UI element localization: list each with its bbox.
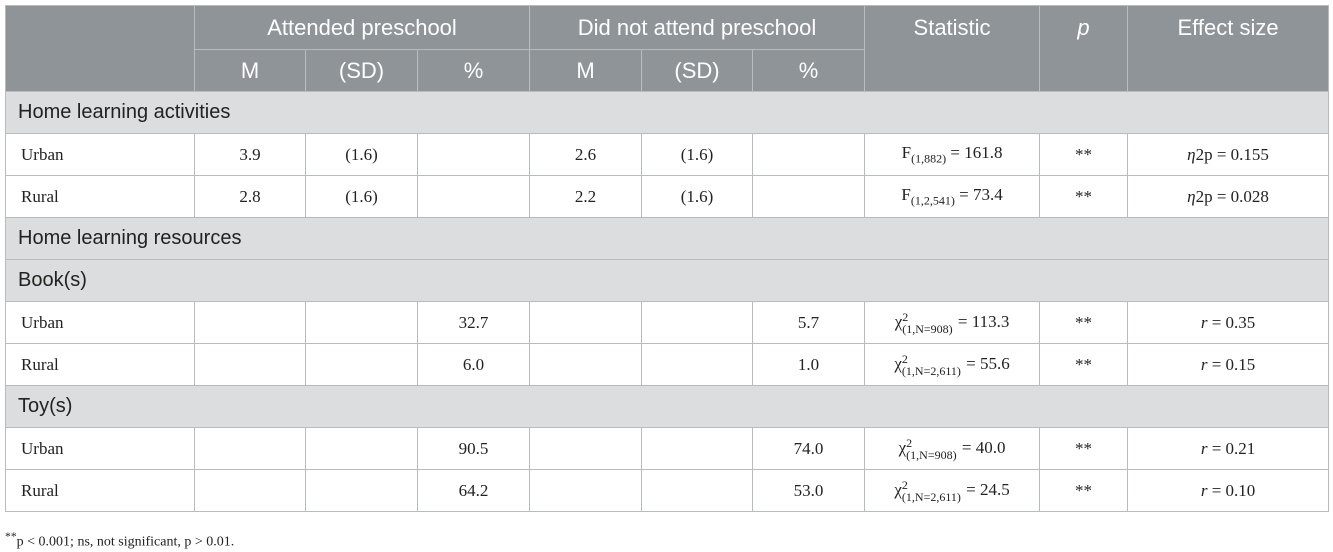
cell-p: ** xyxy=(1040,344,1128,386)
header-p: p xyxy=(1040,6,1128,92)
cell-pct-attended: 64.2 xyxy=(418,470,530,512)
header-not-attended: Did not attend preschool xyxy=(530,6,865,50)
cell-sd-attended xyxy=(306,470,418,512)
cell-sd-not-attended xyxy=(642,344,753,386)
cell-sd-not-attended xyxy=(642,470,753,512)
header-m-1: M xyxy=(195,50,306,92)
header-sd-2: (SD) xyxy=(642,50,753,92)
table-row xyxy=(6,428,1329,470)
section-home-learning-resources xyxy=(6,218,1329,260)
row-label: Urban xyxy=(6,302,195,344)
row-label: Rural xyxy=(6,176,195,218)
cell-pct-attended xyxy=(418,134,530,176)
header-row-1 xyxy=(6,6,1329,50)
cell-sd-attended: (1.6) xyxy=(306,176,418,218)
row-label: Urban xyxy=(6,134,195,176)
table-row xyxy=(6,470,1329,512)
cell-m-attended: 2.8 xyxy=(195,176,306,218)
cell-m-not-attended xyxy=(530,470,642,512)
cell-pct-not-attended: 5.7 xyxy=(753,302,865,344)
cell-pct-attended xyxy=(418,176,530,218)
row-label: Rural xyxy=(6,344,195,386)
header-m-2: M xyxy=(530,50,642,92)
cell-pct-not-attended xyxy=(753,134,865,176)
results-table xyxy=(5,5,1329,512)
cell-sd-not-attended: (1.6) xyxy=(642,134,753,176)
section-home-learning-activities xyxy=(6,92,1329,134)
cell-effect-size: η2p = 0.155 xyxy=(1128,134,1329,176)
table-row xyxy=(6,344,1329,386)
cell-p: ** xyxy=(1040,302,1128,344)
cell-sd-not-attended xyxy=(642,302,753,344)
table-row xyxy=(6,302,1329,344)
cell-p: ** xyxy=(1040,470,1128,512)
header-attended: Attended preschool xyxy=(195,6,530,50)
cell-effect-size: r = 0.35 xyxy=(1128,302,1329,344)
section-toys xyxy=(6,386,1329,428)
section-books xyxy=(6,260,1329,302)
row-label: Rural xyxy=(6,470,195,512)
header-pct-2: % xyxy=(753,50,865,92)
cell-m-not-attended: 2.2 xyxy=(530,176,642,218)
table-row xyxy=(6,176,1329,218)
header-statistic: Statistic xyxy=(865,6,1040,92)
section-label: Toy(s) xyxy=(6,386,1329,428)
cell-statistic: $F_{(1,882)} = 161.8$ xyxy=(865,134,1040,176)
cell-pct-attended: 6.0 xyxy=(418,344,530,386)
cell-sd-attended xyxy=(306,302,418,344)
table-row xyxy=(6,134,1329,176)
cell-statistic: χ 2 (1,N=908) = 113.3 xyxy=(865,302,1040,344)
cell-m-attended xyxy=(195,302,306,344)
cell-pct-not-attended xyxy=(753,176,865,218)
cell-sd-not-attended: (1.6) xyxy=(642,176,753,218)
cell-sd-attended xyxy=(306,344,418,386)
cell-pct-not-attended: 74.0 xyxy=(753,428,865,470)
cell-pct-attended: 90.5 xyxy=(418,428,530,470)
section-label: Home learning resources xyxy=(6,218,1329,260)
cell-m-attended xyxy=(195,428,306,470)
cell-pct-attended: 32.7 xyxy=(418,302,530,344)
cell-p: ** xyxy=(1040,134,1128,176)
cell-statistic: $F_{(1,2,541)} = 73.4$ xyxy=(865,176,1040,218)
cell-sd-attended xyxy=(306,428,418,470)
cell-m-attended: 3.9 xyxy=(195,134,306,176)
row-label: Urban xyxy=(6,428,195,470)
section-label: Home learning activities xyxy=(6,92,1329,134)
cell-statistic: χ 2 (1,N=2,611) = 24.5 xyxy=(865,470,1040,512)
cell-effect-size: η2p = 0.028 xyxy=(1128,176,1329,218)
cell-m-not-attended xyxy=(530,302,642,344)
cell-p: ** xyxy=(1040,428,1128,470)
header-blank-cell xyxy=(6,6,195,92)
cell-m-attended xyxy=(195,344,306,386)
header-effect-size: Effect size xyxy=(1128,6,1329,92)
cell-statistic: χ 2 (1,N=2,611) = 55.6 xyxy=(865,344,1040,386)
cell-pct-not-attended: 1.0 xyxy=(753,344,865,386)
cell-statistic: χ 2 (1,N=908) = 40.0 xyxy=(865,428,1040,470)
cell-pct-not-attended: 53.0 xyxy=(753,470,865,512)
cell-effect-size: r = 0.10 xyxy=(1128,470,1329,512)
cell-effect-size: r = 0.15 xyxy=(1128,344,1329,386)
header-sd-1: (SD) xyxy=(306,50,418,92)
cell-m-not-attended: 2.6 xyxy=(530,134,642,176)
cell-m-attended xyxy=(195,470,306,512)
cell-m-not-attended xyxy=(530,428,642,470)
table-footnote: **p < 0.001; ns, not significant, p > 0.01. xyxy=(5,530,235,550)
cell-m-not-attended xyxy=(530,344,642,386)
cell-sd-attended: (1.6) xyxy=(306,134,418,176)
cell-p: ** xyxy=(1040,176,1128,218)
header-pct-1: % xyxy=(418,50,530,92)
section-label: Book(s) xyxy=(6,260,1329,302)
cell-effect-size: r = 0.21 xyxy=(1128,428,1329,470)
cell-sd-not-attended xyxy=(642,428,753,470)
